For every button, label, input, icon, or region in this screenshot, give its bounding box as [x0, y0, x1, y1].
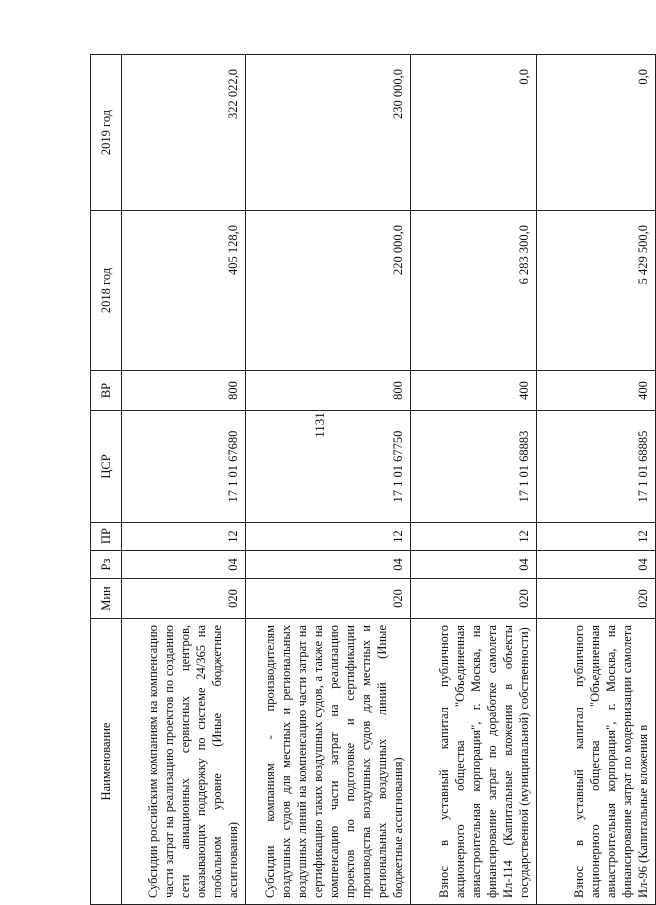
row-rz: 04: [411, 551, 537, 579]
row-csr: 17 1 01 68883: [411, 411, 537, 523]
header-vr: ВР: [91, 371, 122, 411]
row-min: 020: [122, 579, 246, 619]
header-rz: Рз: [91, 551, 122, 579]
row-min: 020: [411, 579, 537, 619]
row-vr: 400: [411, 371, 537, 411]
rotated-table-container: [90, 55, 650, 905]
header-csr: ЦСР: [91, 411, 122, 523]
row-csr: 17 1 01 67680: [122, 411, 246, 523]
row-2019: 0,0: [537, 55, 656, 211]
header-min: Мин: [91, 579, 122, 619]
row-csr: 17 1 01 67750: [246, 411, 411, 523]
row-2019: 230 000,0: [246, 55, 411, 211]
row-pr: 12: [122, 523, 246, 551]
row-name: Взнос в уставный капитал публичного акционерного общества "Объединенная авиастроительная корпорация", г. Москва, на финансирование затрат по модернизации самолета Ил-96 (Капитальные вложения в: [537, 619, 656, 905]
row-rz: 04: [246, 551, 411, 579]
row-pr: 12: [246, 523, 411, 551]
row-rz: 04: [122, 551, 246, 579]
row-min: 020: [537, 579, 656, 619]
page-number: 1131: [312, 412, 327, 438]
row-name: Взнос в уставный капитал публичного акционерного общества "Объединенная авиастроительная корпорация", г. Москва, на финансирование затрат по доработке самолета Ил-114 (Капитальные вложения в объекты государственной (муниципальной) собственности): [411, 619, 537, 905]
row-name: Субсидии компаниям - производителям воздушных судов для местных и региональных воздушных линий на компенсацию части затрат на сертификацию таких воздушных судов, а также на компенсацию части затрат на реализацию проектов по подготовке и сертификации производства воздушных судов для местных и региональных воздушных линий (Иные бюджетные ассигнования): [246, 619, 411, 905]
table-row: [246, 55, 411, 905]
table-row: [411, 55, 537, 905]
row-csr: 17 1 01 68885: [537, 411, 656, 523]
budget-table: [90, 54, 656, 905]
header-2019: 2019 год: [91, 55, 122, 211]
row-2018: 220 000,0: [246, 211, 411, 371]
row-2018: 405 128,0: [122, 211, 246, 371]
header-2018: 2018 год: [91, 211, 122, 371]
row-vr: 800: [246, 371, 411, 411]
row-2019: 322 022,0: [122, 55, 246, 211]
row-2018: 6 283 300,0: [411, 211, 537, 371]
row-2018: 5 429 500,0: [537, 211, 656, 371]
row-rz: 04: [537, 551, 656, 579]
row-vr: 800: [122, 371, 246, 411]
table-row: [122, 55, 246, 905]
table-row: [537, 55, 656, 905]
row-min: 020: [246, 579, 411, 619]
header-name: Наименование: [91, 619, 122, 905]
header-pr: ПР: [91, 523, 122, 551]
row-vr: 400: [537, 371, 656, 411]
row-2019: 0,0: [411, 55, 537, 211]
row-pr: 12: [537, 523, 656, 551]
table-header-row: [91, 55, 122, 905]
row-name: Субсидии российским компаниям на компенсацию части затрат на реализацию проектов по созданию сети авиационных сервисных центров, оказывающих поддержку по системе 24/365 на глобальном уровне (Иные бюджетные ассигнования): [122, 619, 246, 905]
row-pr: 12: [411, 523, 537, 551]
